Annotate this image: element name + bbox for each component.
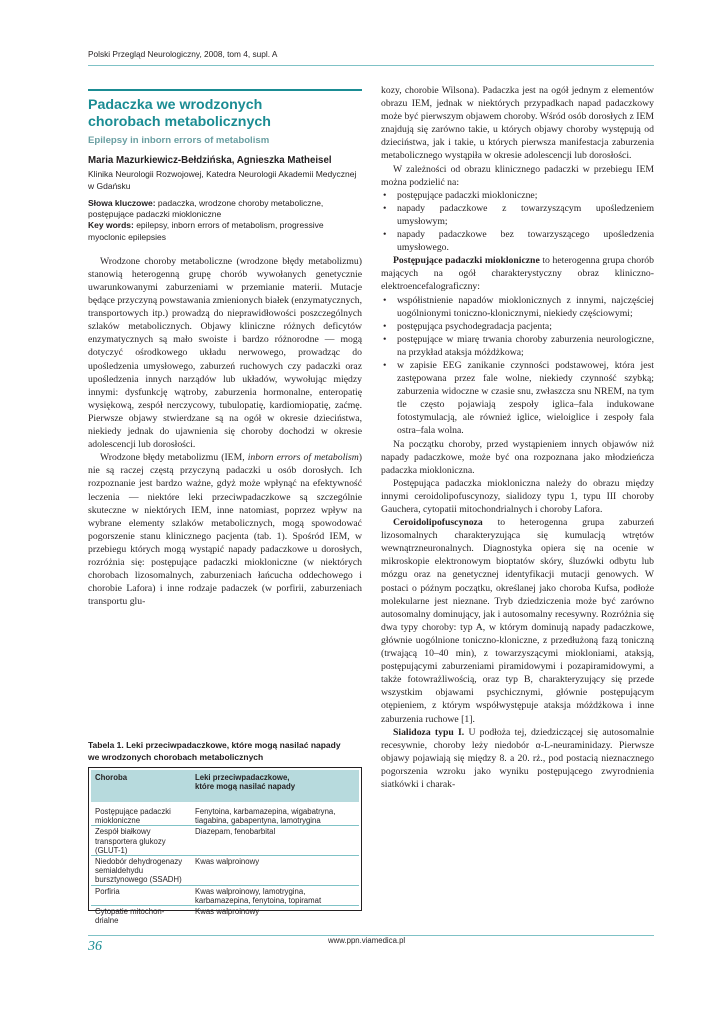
keywords-pl: [88, 198, 362, 220]
article-title-line2: chorobach metabolicznych: [88, 114, 271, 130]
italic-term: inborn errors of metabolism: [247, 452, 359, 464]
keywords-en-label: Key words:: [88, 220, 134, 231]
bold-term: Ceroidolipofuscynoza: [393, 517, 483, 529]
article-subtitle: Epilepsy in inborn errors of metabolism: [88, 135, 270, 146]
table-cell-disease: Niedobór dehydrogenazy semialdehydu bursztynowego (SSADH): [95, 857, 183, 885]
affiliation: [88, 168, 362, 192]
article-title: [88, 97, 362, 131]
list-item: • postępujące padaczki miokloniczne;: [381, 189, 654, 202]
table-row: [91, 806, 359, 825]
paragraph: Wrodzone błędy metabolizmu (IEM, inborn errors of metabolism) nie są raczej częstą przyczyną padaczki u osób dorosłych. Ich rozpoznanie jest bardzo ważne, gdyż może wpłynąć na efektywność leczenia — niektóre leki przeciwpadaczkowe są szczególnie skuteczne w niektórych IEM, inne natomiast, poprzez wpływ na wybrane elementy szlaków metabolicznych, mogą spowodować pogorszenie stanu klinicznego pacjenta (tab. 1). Spośród IEM, w przebiegu których mogą wystąpić napady padaczkowe u dorosłych, rozróżnia się: postępujące padaczki miokloniczne (w niektórych chorobach lizosomalnych, zaburzeniach łańcucha oddechowego i chorobie Lafora) i inne rodzaje padaczek (w porfirii, zaburzeniach transportu glu-: [88, 452, 362, 608]
header-rule: [88, 65, 654, 66]
table-cell-disease: Cytopatie mitochon- drialne: [95, 907, 165, 926]
table-cell-drugs: Kwas walproinowy, lamotrygina, karbamazepina, fenytoina, topiramat: [195, 886, 322, 905]
paragraph: Sialidoza typu I. U podłoża tej, dziedziczącej się autosomalnie recesywnie, choroby leży niedobór α-L-neuraminidazy. Pierwsze objawy pojawiają się między 8. a 20. rż., pod postacią nieznacznego pogorszenia wzroku jako wyniku postępującego zwyrodnienia siatkówki i charak-: [381, 726, 654, 790]
right-column: [381, 84, 654, 791]
table-header: [91, 770, 359, 802]
left-body-text: [88, 255, 362, 609]
table-row: [91, 825, 359, 855]
paragraph: Postępujące padaczki miokloniczne to heterogenna grupa chorób mających na ogół charakterystyczny obraz kliniczno-elektroencefalograficzny:: [381, 255, 654, 293]
affiliation-line1: Klinika Neurologii Rozwojowej, Katedra Neurologii Akademii Medycznej: [88, 169, 357, 179]
list-item: • współistnienie napadów mioklonicznych z innymi, najczęściej uogólnionymi toniczno-klonicznymi, niekiedy częściowymi;: [381, 294, 654, 320]
table-caption-line2: we wrodzonych chorobach metabolicznych: [88, 751, 264, 762]
keywords-en-line2: myoclonic epilepsies: [88, 231, 166, 242]
table-body: [91, 806, 359, 925]
bold-term: Sialidoza typu I.: [393, 726, 465, 738]
table-row: [91, 885, 359, 905]
table-cell-disease: Zespół białkowy transportera glukozy (GLUT-1): [95, 827, 166, 855]
page-number: 36: [88, 939, 102, 954]
footer-url[interactable]: www.ppn.viamedica.pl: [328, 936, 406, 945]
paragraph: Ceroidolipofuscynoza to heterogenna grupa zaburzeń lizosomalnych charakteryzująca się kumulacją wtrętów wewnątrzneuronalnych. Diagnostyka opiera się na ocenie w mikroskopie elektronowym bioptatów skóry, śluzówki odbytu lub mózgu oraz na genetycznej identyfikacji mutacji genowych. W postaci o późnym początku, określanej jako choroba Kufsa, podłoże molekularne jest nieznane. Tryb dziedziczenia może być zarówno autosomalny dominujący, jak i autosomalny recesywny. Rozróżnia się dwa typy choroby: typ A, w którym dominują napady padaczkowe, głównie uogólnione toniczno-kloniczne, z przedłużoną fazą toniczną (trwającą 10–40 min), z towarzyszącymi miokloniami, ataksją, postępującymi zaburzeniami piramidowymi i pozapiramidowymi, a także fotowrażliwością, oraz typ B, charakteryzujący się przede wszystkim objawami psychicznymi, głównie postępującym otępieniem, z którym współwystępuje ataksja móżdżkowa i inne zaburzenia ruchowe [1].: [381, 517, 654, 725]
paragraph: Postępująca padaczka miokloniczna należy do obrazu między innymi ceroidolipofuscynozy, sialidozy typu 1, typu III choroby Gauchera, cytopatii mitochondrialnych i choroby Lafora.: [381, 477, 654, 515]
paragraph: Wrodzone choroby metaboliczne (wrodzone błędy metabolizmu) stanowią heterogenną grupę chorób wywołanych genetycznie uwarunkowanymi zaburzeniami w przemianie materii. Mutacje będące przyczyną powstawania zmienionych białek (enzymatycznych, transportowych itp.) prowadzą do nieprawidłowości poszczególnych szlaków metabolicznych. Objawy kliniczne różnych deficytów enzymatycznych są mało swoiste i bardzo różnorodne — mogą dotyczyć ośrodkowego układu nerwowego, prowadząc do upośledzenia umysłowego, zaburzeń ruchowych czy padaczki oraz upośledzenia innych narządów lub układów, wywołując między innymi: dysfunkcję wątroby, zaburzenia hormonalne, enteropatię wysiękową, zespół nerczycowy, tubulopatię, kardiomiopatię, zaćmę. Pierwsze objawy stwierdzane są na ogół w okresie dzieciństwa, niekiedy jednak do ujawnienia się choroby dochodzi w okresie adolescencji lub dorosłości.: [88, 255, 362, 451]
list-item: • w zapisie EEG zanikanie czynności podstawowej, która jest zastępowana przez fale wolne, niekiedy czynność szybką; zaburzenia widoczne w czasie snu, zwłaszcza snu NREM, na tym tle często pojawiają zespoły iglica–fala indukowane fotostymulacją, ale również iglice, wieloiglice i zespoły fala ostra–fala wolna.: [381, 359, 654, 438]
left-column: [88, 84, 362, 608]
table-cell-disease: Porfiria: [95, 886, 120, 896]
keywords-pl-label: Słowa kluczowe:: [88, 198, 156, 208]
table-caption: [88, 740, 362, 763]
keywords-en-line1: epilepsy, inborn errors of metabolism, progressive: [136, 220, 324, 231]
paragraph: Na początku choroby, przed wystąpieniem innych objawów niż napady padaczkowe, może być ona rozpoznana jako młodzieńcza padaczka miokloniczna.: [381, 438, 654, 476]
bold-term: Postępujące padaczki miokloniczne: [393, 255, 540, 267]
paragraph: W zależności od obrazu klinicznego padaczki w przebiegu IEM można podzielić na:: [381, 163, 654, 188]
bullet-list-2: [381, 294, 654, 438]
table-row: [91, 905, 359, 925]
paragraph: kozy, chorobie Wilsona). Padaczka jest na ogół jednym z elementów obrazu IEM, jednak w niektórych przypadkach napad padaczkowy może być pierwszym objawem choroby. Wśród osób dorosłych z IEM znajdują się zarówno takie, u których objawy choroby występują od dzieciństwa, jak i takie, u których pierwsza manifestacja zaburzenia metabolicznego wystąpiła w okresie adolescencji lub dorosłości.: [381, 85, 654, 162]
table-cell-drugs: Fenytoina, karbamazepina, wigabatryna, tiagabina, gabapentyna, lamotrygina: [195, 807, 336, 826]
table-header-drugs: Leki przeciwpadaczkowe, które mogą nasilać napady: [195, 773, 296, 792]
keywords-pl-line2: postępujące padaczki miokloniczne: [88, 209, 222, 220]
authors: Maria Mazurkiewicz-Bełdzińska, Agnieszka Matheisel: [88, 155, 332, 166]
bullet-list-1: [381, 189, 654, 254]
table-row: [91, 855, 359, 885]
list-item: • napady padaczkowe bez towarzyszącego upośledzenia umysłowego.: [381, 228, 654, 254]
table-cell-drugs: Diazepam, fenobarbital: [195, 827, 276, 837]
table-1: [88, 767, 362, 926]
affiliation-line2: w Gdańsku: [88, 181, 131, 191]
list-item: • postępujące w miarę trwania choroby zaburzenia neurologiczne, na przykład ataksja móżdżkowa;: [381, 333, 654, 359]
table-cell-drugs: Kwas walproinowy: [195, 857, 260, 867]
keywords-en: [88, 220, 362, 242]
right-body-text: [381, 84, 654, 791]
table-cell-drugs: Kwas walproinowy: [195, 907, 260, 917]
article-title-line1: Padaczka we wrodzonych: [88, 97, 263, 113]
running-head: Polski Przegląd Neurologiczny, 2008, tom 4, supl. A: [88, 49, 278, 59]
table-caption-line1: Tabela 1. Leki przeciwpadaczkowe, które mogą nasilać napady: [88, 740, 341, 750]
keywords-pl-line1: padaczka, wrodzone choroby metaboliczne,: [157, 198, 324, 208]
table-cell-disease: Postępujące padaczki miokloniczne: [95, 807, 171, 826]
table-header-disease: Choroba: [95, 773, 128, 782]
list-item: • postępująca psychodegradacja pacjenta;: [381, 320, 654, 333]
list-item: • napady padaczkowe z towarzyszącym upośledzeniem umysłowym;: [381, 202, 654, 228]
